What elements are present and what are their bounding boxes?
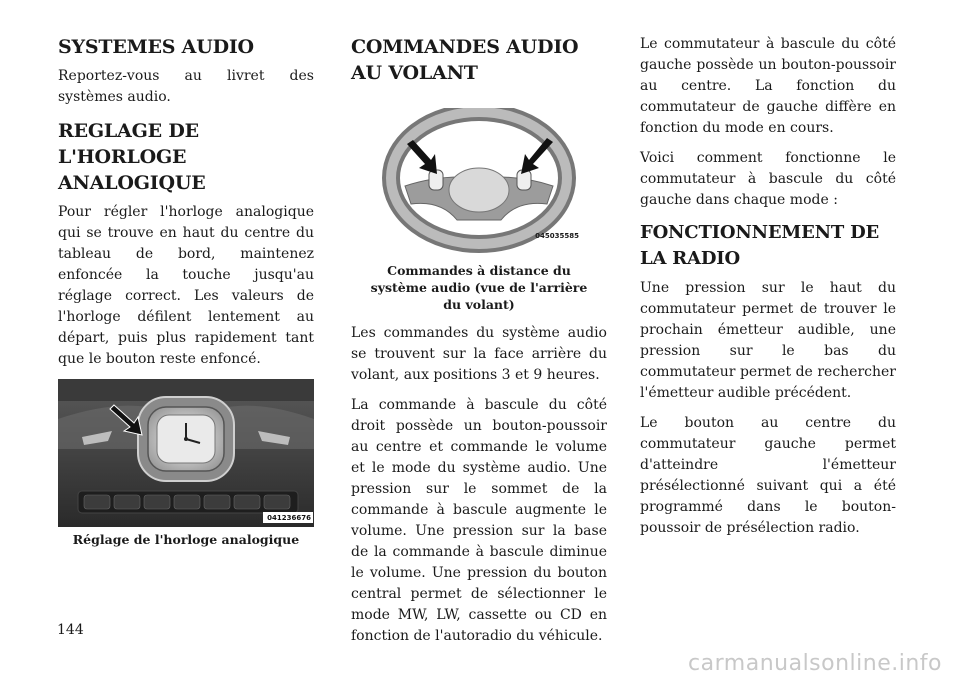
heading-systemes-audio: SYSTEMES AUDIO bbox=[58, 36, 254, 58]
heading-reglage-horloge: REGLAGE DE L'HORLOGE ANALOGIQUE bbox=[58, 120, 206, 194]
paragraph-commutateur-gauche: Le commutateur à bascule du côté gauche possède un bouton-poussoir au centre. La fonction du commutateur de gauche diffère en fonction du mode en cours. bbox=[640, 36, 896, 136]
heading-commandes-volant: COMMANDES AUDIO AU VOLANT bbox=[351, 36, 579, 84]
paragraph-systemes-audio: Reportez-vous au livret des systèmes audio. bbox=[58, 68, 314, 105]
paragraph-modes: Voici comment fonctionne le commutateur à bascule du côté gauche dans chaque mode : bbox=[640, 150, 896, 208]
paragraph-recherche: Une pression sur le haut du commutateur permet de trouver le prochain émetteur audible, une pression sur le bas du commutateur permet de rechercher l'émetteur audible précédent. bbox=[640, 280, 896, 401]
footer-watermark[interactable]: carmanualsonline.info bbox=[688, 651, 942, 676]
heading-fonctionnement-radio: FONCTIONNEMENT DE LA RADIO bbox=[640, 222, 880, 269]
clock-figure bbox=[58, 379, 314, 527]
paragraph-reglage-horloge: Pour régler l'horloge analogique qui se trouve en haut du centre du tableau de bord, maintenez enfoncée la touche jusqu'au réglage correct. Les valeurs de l'horloge défilent lentement au départ, puis plus rapidement tant que le bouton reste enfoncé. bbox=[58, 204, 314, 367]
paragraph-commande-droite: La commande à bascule du côté droit possède un bouton-poussoir au centre et commande le volume et le mode du système audio. Une pression sur le sommet de la commande à bascule augmente le volume. Une pression sur la base de la commande à bascule diminue le volume. Une pression du bouton central permet de sélectionner le mode MW, LW, cassette ou CD en fonction de l'autoradio du véhicule. bbox=[351, 397, 607, 644]
column-1 bbox=[58, 34, 314, 558]
paragraph-preselection: Le bouton au centre du commutateur gauche permet d'atteindre l'émetteur présélectionné suivant qui a été programmé dans le bouton-poussoir de présélection radio. bbox=[640, 415, 896, 536]
steering-wheel-figure bbox=[351, 108, 607, 258]
column-2 bbox=[351, 34, 607, 656]
clock-dashboard-illustration bbox=[58, 379, 314, 527]
right-arrow-icon bbox=[521, 138, 553, 174]
wheel-figure-code: 045035585 bbox=[535, 232, 579, 240]
left-arrow-icon bbox=[407, 140, 437, 174]
column-3 bbox=[640, 34, 896, 548]
page-number: 144 bbox=[57, 622, 84, 638]
clock-figure-code: 041236676 bbox=[267, 514, 311, 522]
wheel-figure-caption: Commandes à distance du système audio (vue de l'arrière du volant) bbox=[370, 263, 588, 312]
paragraph-positions: Les commandes du système audio se trouvent sur la face arrière du volant, aux positions 3 et 9 heures. bbox=[351, 325, 607, 383]
clock-figure-caption: Réglage de l'horloge analogique bbox=[72, 532, 300, 547]
